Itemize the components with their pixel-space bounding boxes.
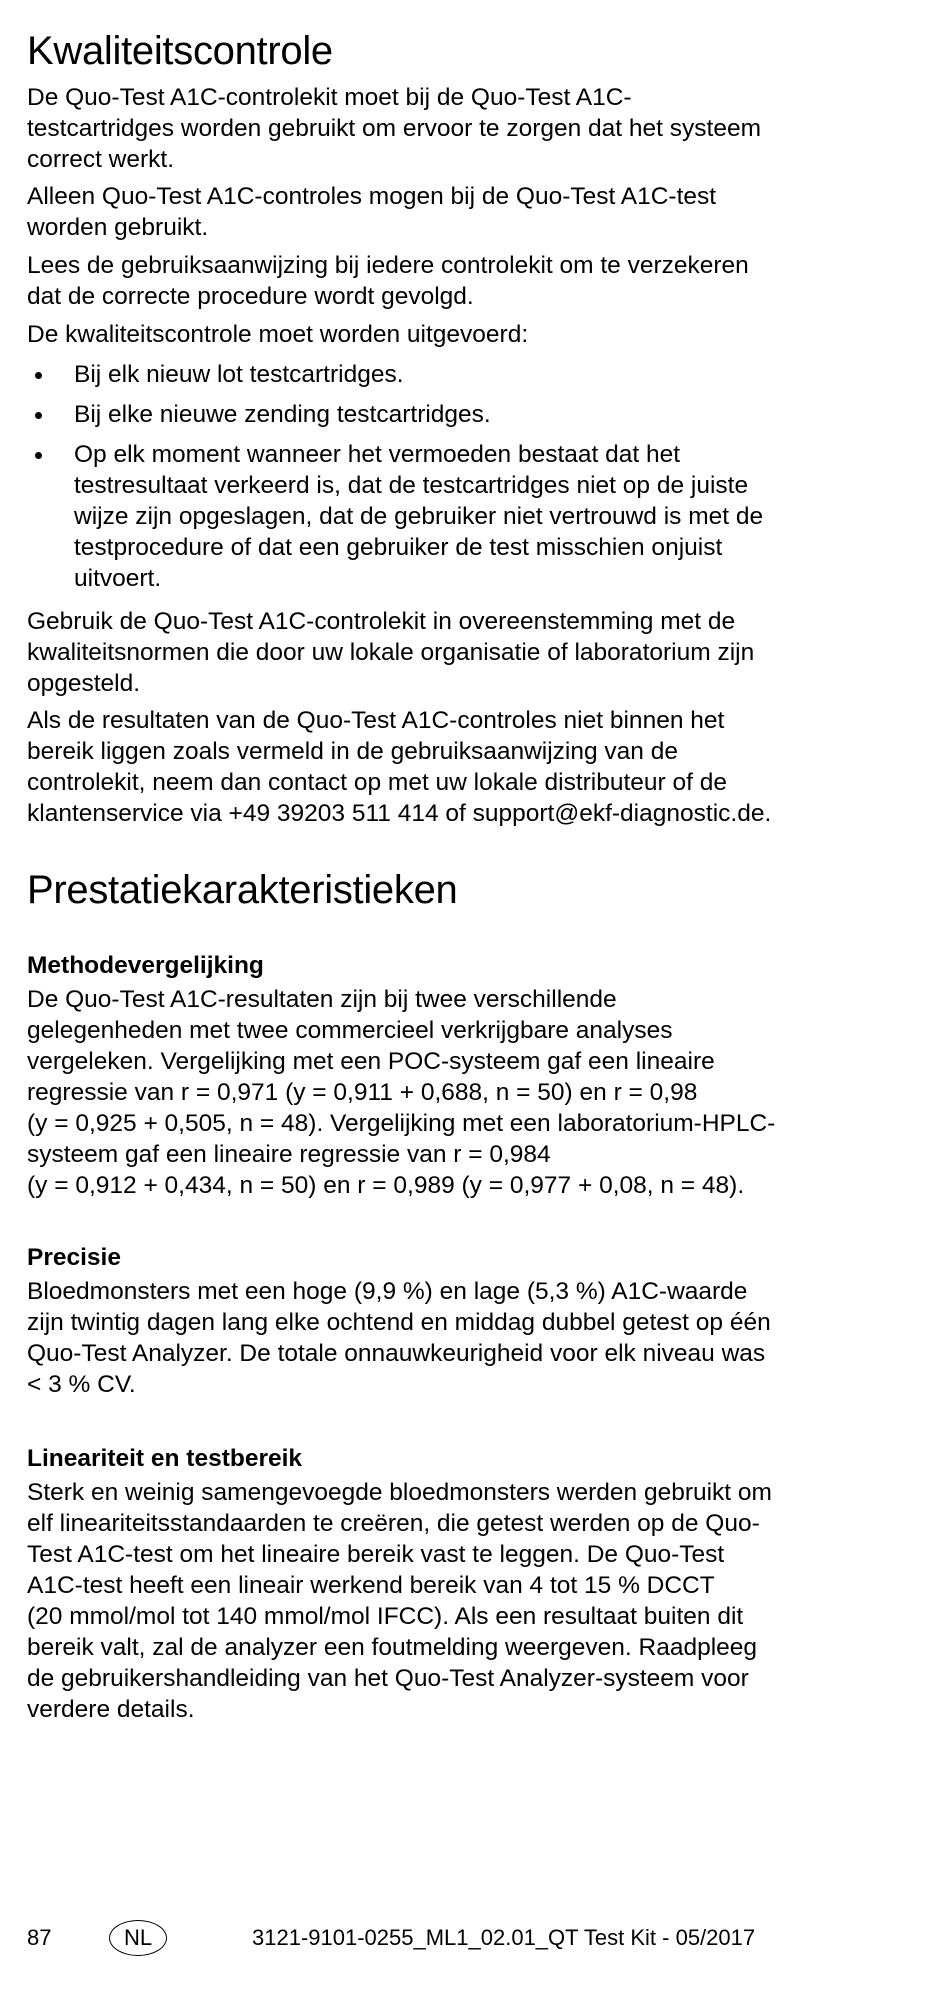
quality-bullet-list (27, 359, 907, 594)
text-line: verdere details. (27, 1696, 195, 1723)
text-line: de gebruikershandleiding van het Quo-Test Analyzer-systeem voor (27, 1665, 749, 1692)
text-line: Als de resultaten van de Quo-Test A1C-controles niet binnen het (27, 707, 725, 734)
text-line: testcartridges worden gebruikt om ervoor te zorgen dat het systeem (27, 115, 761, 142)
text-line: elf lineariteitsstandaarden te creëren, die getest werden op de Quo- (27, 1510, 760, 1537)
text-line: bereik valt, zal de analyzer een foutmelding weergeven. Raadpleeg (27, 1634, 758, 1661)
text-line: testresultaat verkeerd is, dat de testcartridges niet op de juiste (74, 472, 749, 499)
text-line: (y = 0,925 + 0,505, n = 48). Vergelijking met een laboratorium-HPLC- (27, 1110, 776, 1137)
section-title-performance: Prestatiekarakteristieken (27, 868, 458, 912)
list-item (27, 399, 907, 430)
section-title-quality-control: Kwaliteitscontrole (27, 29, 333, 73)
text-line: correct werkt. (27, 146, 175, 173)
subheading-method-comparison: Methodevergelijking (27, 952, 264, 979)
text-line: Bloedmonsters met een hoge (9,9 %) en lage (5,3 %) A1C-waarde (27, 1278, 748, 1305)
quality-paragraph-1 (27, 82, 761, 175)
text-line: Bij elk nieuw lot testcartridges. (74, 361, 404, 388)
text-line: Alleen Quo-Test A1C-controles mogen bij de Quo-Test A1C-test (27, 183, 717, 210)
text-line: vergeleken. Vergelijking met een POC-systeem gaf een lineaire (27, 1048, 715, 1075)
text-line: dat de correcte procedure wordt gevolgd. (27, 283, 474, 310)
text-line: Gebruik de Quo-Test A1C-controlekit in overeenstemming met de (27, 608, 736, 635)
text-line: (20 mmol/mol tot 140 mmol/mol IFCC). Als een resultaat buiten dit (27, 1603, 744, 1630)
text-line: worden gebruikt. (27, 214, 209, 241)
text-line: zijn twintig dagen lang elke ochtend en middag dubbel getest op één (27, 1309, 771, 1336)
text-line: Op elk moment wanneer het vermoeden bestaat dat het (74, 441, 681, 468)
quality-paragraph-5 (27, 606, 754, 699)
text-line: A1C-test heeft een lineair werkend bereik van 4 tot 15 % DCCT (27, 1572, 715, 1599)
text-line: (y = 0,912 + 0,434, n = 50) en r = 0,989 (y = 0,977 + 0,08, n = 48). (27, 1172, 745, 1199)
text-line: De Quo-Test A1C-resultaten zijn bij twee verschillende (27, 986, 617, 1013)
text-line: Sterk en weinig samengevoegde bloedmonsters werden gebruikt om (27, 1479, 772, 1506)
method-comparison-text (27, 984, 775, 1201)
list-item (27, 359, 907, 390)
list-item (27, 439, 907, 594)
text-line: < 3 % CV. (27, 1371, 136, 1398)
language-badge: NL (109, 1920, 167, 1956)
text-line: opgesteld. (27, 670, 141, 697)
subheading-precision: Precisie (27, 1244, 121, 1271)
bullet-icon (35, 452, 42, 459)
quality-paragraph-3 (27, 250, 749, 312)
page-number: 87 (27, 1925, 52, 1950)
text-line: bereik liggen zoals vermeld in de gebruiksaanwijzing van de (27, 738, 678, 765)
precision-text (27, 1276, 771, 1400)
text-line: Test A1C-test om het lineaire bereik vast te leggen. De Quo-Test (27, 1541, 725, 1568)
text-line: wijze zijn opgeslagen, dat de gebruiker niet vertrouwd is met de (74, 503, 764, 530)
text-line: Quo-Test Analyzer. De totale onnauwkeurigheid voor elk niveau was (27, 1340, 766, 1367)
text-line: regressie van r = 0,971 (y = 0,911 + 0,688, n = 50) en r = 0,98 (27, 1079, 698, 1106)
contact-line: klantenservice via +49 39203 511 414 of support@ekf-diagnostic.de. (27, 800, 772, 827)
page-footer (27, 1920, 907, 1956)
subheading-linearity: Lineariteit en testbereik (27, 1445, 303, 1472)
text-line: Bij elke nieuwe zending testcartridges. (74, 401, 491, 428)
bullet-icon (35, 372, 42, 379)
text-line: Lees de gebruiksaanwijzing bij iedere controlekit om te verzekeren (27, 252, 749, 279)
text-line: uitvoert. (74, 565, 162, 592)
document-reference: 3121-9101-0255_ML1_02.01_QT Test Kit - 05/2017 (252, 1925, 756, 1950)
linearity-text (27, 1477, 772, 1725)
text-line: De Quo-Test A1C-controlekit moet bij de Quo-Test A1C- (27, 84, 632, 111)
text-line: testprocedure of dat een gebruiker de test misschien onjuist (74, 534, 723, 561)
text-line: gelegenheden met twee commercieel verkrijgbare analyses (27, 1017, 673, 1044)
text-line: systeem gaf een lineaire regressie van r = 0,984 (27, 1141, 551, 1168)
quality-paragraph-6 (27, 705, 771, 829)
bullet-icon (35, 412, 42, 419)
text-line: controlekit, neem dan contact op met uw lokale distributeur of de (27, 769, 727, 796)
quality-paragraph-2 (27, 181, 716, 243)
quality-paragraph-4: De kwaliteitscontrole moet worden uitgevoerd: (27, 321, 529, 348)
text-line: kwaliteitsnormen die door uw lokale organisatie of laboratorium zijn (27, 639, 755, 666)
